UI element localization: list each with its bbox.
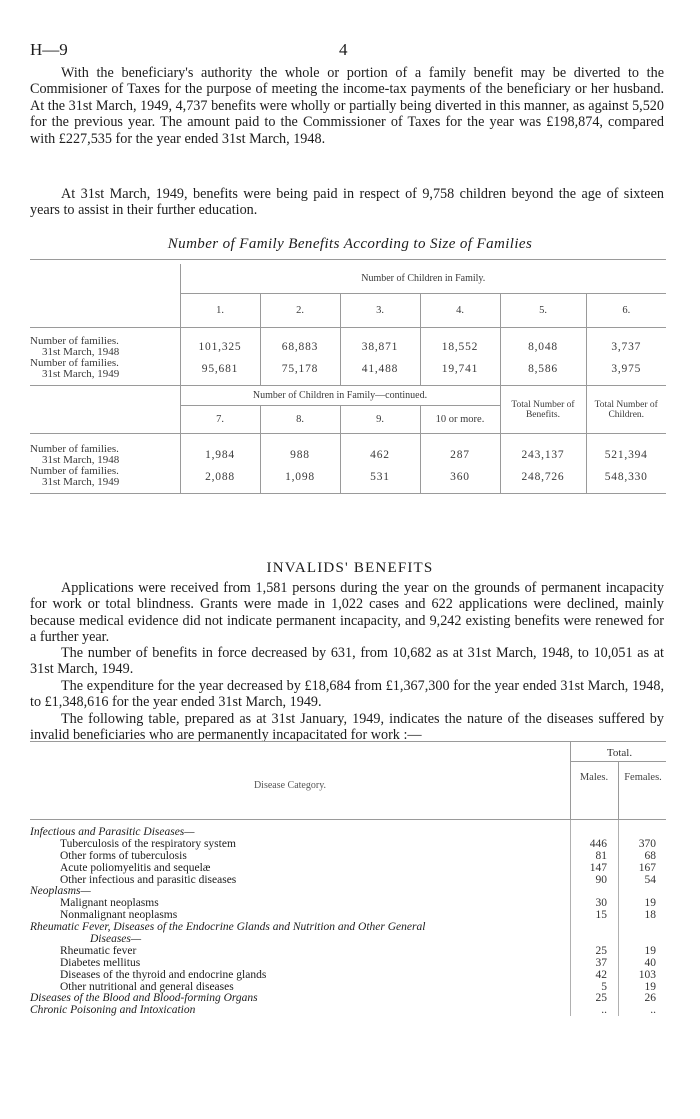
males-value: 15 [595,909,607,922]
col-header: 10 or more. [420,406,500,434]
cell-value: 19,741 [420,358,500,380]
females-value: 54 [644,873,656,886]
table-row [30,358,666,380]
males-value: 37 [595,956,607,969]
males-value: 42 [595,968,607,981]
males-value: .. [601,1004,607,1017]
col-header: 3. [340,294,420,328]
cell-value: 462 [340,444,420,466]
disease-label: Diseases of the Blood and Blood-forming Organs [30,992,258,1005]
table-row [30,336,666,358]
cell-value: 3,737 [586,336,666,358]
row-label: Number of families. 31st March, 1949 [30,356,120,380]
females-value: 103 [638,968,656,981]
table-row [30,909,666,921]
females-value: 68 [644,849,656,862]
table-row [30,885,666,897]
paragraph-tax-diversion: With the beneficiary's authority the whole or portion of a family benefit may be diverted to the Commisioner of Taxes for the purpose of meeting the income-tax payments of the beneficiary or her husband. At the 31st March, 1949, 4,737 benefits were wholly or partially being diverted in this manner, as against 5,520 for the previous year. The amount paid to the Commissioner of Taxes for the year was £198,874, compared with £227,535 for the year ended 31st March, 1948. [30,65,664,147]
row-label: Number of families. 31st March, 1948 [30,334,120,358]
page-number: 4 [339,40,348,59]
males-value: 30 [595,897,607,910]
males-header: Males. [579,772,609,783]
table-row [30,969,666,981]
table-row [30,957,666,969]
table-row [30,945,666,957]
col-header: 4. [420,294,500,328]
table-row [30,981,666,993]
cell-value: 988 [260,444,340,466]
cell-value: 287 [420,444,500,466]
cell-value: 8,048 [500,336,586,358]
females-value: 26 [644,992,656,1005]
table-row [30,1004,666,1016]
disease-table [30,741,666,1016]
table-row [30,466,666,488]
table-row [30,933,666,945]
divider [570,742,571,819]
females-value: 40 [644,956,656,969]
table-row [30,897,666,909]
paragraph-applications: Applications were received from 1,581 persons during the year on the grounds of permanent incapacity for work or total blindness. Grants were made in 1,022 cases and 622 applications were declined, mainly because medical evidence did not indicate permanent incapacity, and 9,242 existing benefits were renewed for a further year. [30,580,664,646]
paragraph-education: At 31st March, 1949, benefits were being paid in respect of 9,758 children beyond the age of sixteen years to assist in their further education. [30,186,664,219]
disease-label: Other infectious and parasitic diseases [60,873,237,886]
table-row [30,992,666,1004]
table-row [30,850,666,862]
family-benefits-table [30,259,666,494]
total-header: Total. [606,747,633,759]
disease-table-header [30,741,666,820]
divider [570,761,666,762]
disease-label: Diseases— [90,933,142,946]
disease-label: Malignant neoplasms [60,897,159,910]
table-row [30,444,666,466]
males-value: 90 [595,873,607,886]
females-value: 18 [644,909,656,922]
cell-value: 360 [420,466,500,488]
family-table-caption: Number of Family Benefits According to Size of Families [167,236,533,252]
males-value: 446 [589,837,607,850]
cell-value: 2,088 [180,466,260,488]
males-value: 147 [589,861,607,874]
cell-value: 531 [340,466,420,488]
divider [618,762,619,819]
disease-label: Diabetes mellitus [60,956,141,969]
cell-value: 521,394 [586,444,666,466]
report-code: H—9 [30,40,68,59]
disease-label: Chronic Poisoning and Intoxication [30,1004,196,1017]
cell-value: 101,325 [180,336,260,358]
paragraph-benefits-in-force: The number of benefits in force decreased by 631, from 10,682 as at 31st March, 1948, to 10,051 as at 31st March, 1949. [30,645,664,678]
females-value: 167 [638,861,656,874]
males-value: 5 [601,980,607,993]
disease-category-header: Disease Category. [253,780,327,791]
col-header: 5. [500,294,586,328]
cell-value: 38,871 [340,336,420,358]
females-value: 19 [644,944,656,957]
females-value: 370 [638,837,656,850]
cell-value: 41,488 [340,358,420,380]
table-stub [30,264,180,294]
cell-value: 75,178 [260,358,340,380]
cell-value: 548,330 [586,466,666,488]
group-header: Number of Children in Family. [180,264,666,294]
col-header: 1. [180,294,260,328]
females-value: 19 [644,897,656,910]
disease-rows [30,820,666,1016]
disease-label: Nonmalignant neoplasms [60,909,178,922]
row-label: Number of families. 31st March, 1948 [30,442,120,466]
row-label: Number of families. 31st March, 1949 [30,464,120,488]
table-row [30,838,666,850]
total-children-header: Total Number of Children. [586,386,666,434]
disease-label: Acute poliomyelitis and sequelæ [60,861,211,874]
cell-value: 68,883 [260,336,340,358]
table-row [30,874,666,886]
col-header: 6. [586,294,666,328]
disease-label: Other nutritional and general diseases [60,980,234,993]
disease-label: Diseases of the thyroid and endocrine glands [60,968,267,981]
col-header: 9. [340,406,420,434]
females-value: .. [650,1004,656,1017]
cell-value: 1,098 [260,466,340,488]
table-row [30,862,666,874]
disease-label: Tuberculosis of the respiratory system [60,837,236,850]
males-value: 25 [595,992,607,1005]
total-benefits-header: Total Number of Benefits. [500,386,586,434]
females-value: 19 [644,980,656,993]
paragraph-table-intro: The following table, prepared as at 31st January, 1949, indicates the nature of the diseases suffered by invalid beneficiaries who are permanently incapacitated for work :— [30,711,664,744]
disease-label: Rheumatic Fever, Diseases of the Endocrine Glands and Nutrition and Other General [30,921,426,934]
cell-value: 243,137 [500,444,586,466]
table-row [30,826,666,838]
disease-label: Other forms of tuberculosis [60,849,187,862]
cell-value: 18,552 [420,336,500,358]
disease-label: Infectious and Parasitic Diseases— [30,826,195,838]
group-header: Number of Children in Family—continued. [180,386,500,406]
paragraph-expenditure: The expenditure for the year decreased by £18,684 from £1,367,300 for the year ended 31st March, 1948, to £1,348,616 for the year ended 31st March, 1949. [30,678,664,711]
col-header: 7. [180,406,260,434]
males-value: 25 [595,944,607,957]
table-row [30,921,666,933]
disease-label: Rheumatic fever [60,944,137,957]
disease-label: Neoplasms— [30,885,91,898]
cell-value: 248,726 [500,466,586,488]
cell-value: 1,984 [180,444,260,466]
cell-value: 95,681 [180,358,260,380]
cell-value: 3,975 [586,358,666,380]
females-header: Females. [624,772,662,783]
col-header: 8. [260,406,340,434]
cell-value: 8,586 [500,358,586,380]
males-value: 81 [595,849,607,862]
col-header: 2. [260,294,340,328]
section-title: INVALIDS' BENEFITS [266,560,434,576]
